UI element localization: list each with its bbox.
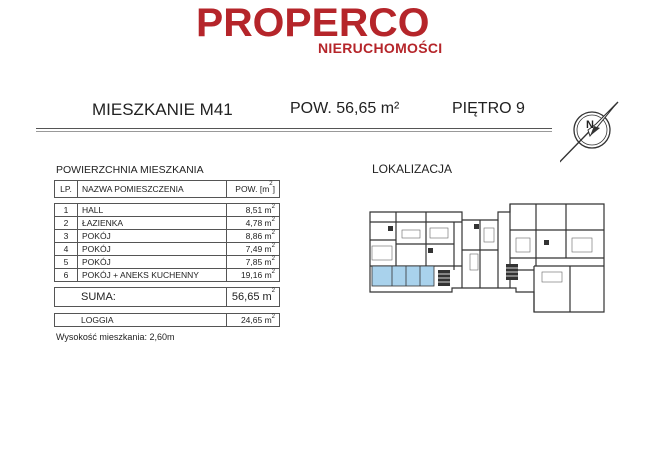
- loggia-row: LOGGIA 24,65 $m^2$: [55, 314, 280, 327]
- header-divider-thin: [36, 131, 552, 132]
- table-row: 4 POKÓJ 7,49 $m^2$: [55, 243, 280, 256]
- rooms-table-header: [55, 181, 280, 198]
- col-area: POW. $[m^2]$: [227, 181, 280, 198]
- table-row: 3 POKÓJ 8,86 $m^2$: [55, 230, 280, 243]
- location-floor-plan: [366, 200, 610, 330]
- col-lp: LP.: [55, 181, 78, 198]
- header-divider: [36, 128, 552, 129]
- north-arrow-icon: [560, 98, 630, 178]
- apartment-title: MIESZKANIE M41: [92, 100, 233, 119]
- rooms-table: [54, 180, 280, 327]
- rooms-section-title: POWIERZCHNIA MIESZKANIA: [56, 164, 204, 176]
- brand-logo: PROPERCO: [196, 1, 430, 45]
- table-row: 6 POKÓJ + ANEKS KUCHENNY 19,16 $m^2$: [55, 269, 280, 282]
- brand-subtitle: NIERUCHOMOŚCI: [318, 40, 443, 56]
- col-name: NAZWA POMIESZCZENIA: [78, 181, 227, 198]
- apartment-floor: PIĘTRO 9: [452, 100, 525, 117]
- apartment-highlight: [372, 266, 434, 286]
- svg-text:N: N: [586, 119, 594, 131]
- table-row: 2 ŁAZIENKA 4,78 $m^2$: [55, 217, 280, 230]
- location-title: LOKALIZACJA: [372, 162, 453, 176]
- apartment-area: POW. 56,65 m²: [290, 100, 400, 117]
- height-note: Wysokość mieszkania: 2,60m: [56, 332, 175, 342]
- table-row: 1 HALL 8,51 $m^2$: [55, 204, 280, 217]
- table-row: 5 POKÓJ 7,85 $m^2$: [55, 256, 280, 269]
- sum-row: SUMA: 56,65 $m^2$: [55, 288, 280, 307]
